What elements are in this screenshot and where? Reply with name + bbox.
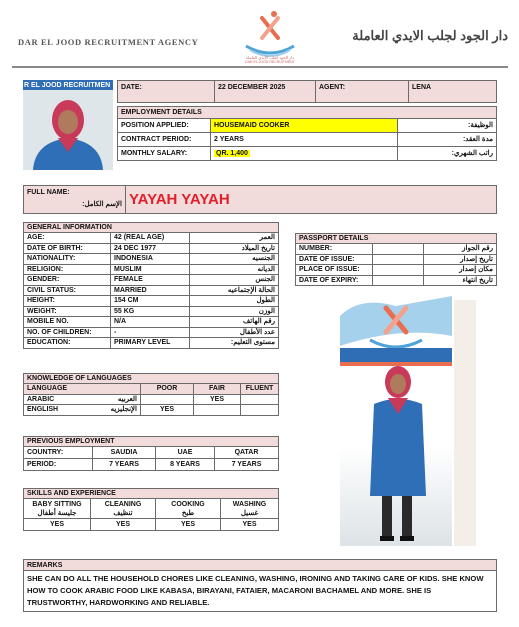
civil-status-value: MARRIED bbox=[111, 285, 190, 296]
photo-banner-text: R EL JOOD RECRUITMEN bbox=[24, 82, 111, 89]
employment-title: EMPLOYMENT DETAILS bbox=[118, 107, 497, 119]
position-label: POSITION APPLIED: bbox=[118, 119, 211, 133]
skill-babysitting-ar: جليسة أطفال bbox=[37, 509, 77, 517]
person-standing-icon bbox=[340, 296, 452, 546]
passport-title: PASSPORT DETAILS bbox=[296, 234, 497, 244]
religion-value: MUSLIM bbox=[111, 264, 190, 275]
salary-value bbox=[211, 147, 398, 161]
mobile-label: MOBILE NO. bbox=[24, 317, 111, 328]
children-label-ar: عدد الأطفال bbox=[190, 327, 279, 338]
date-agent-table bbox=[117, 80, 497, 103]
previous-employment-table bbox=[23, 436, 279, 471]
skill-cooking-ar: طبخ bbox=[181, 509, 195, 517]
fullbody-photo bbox=[340, 296, 452, 546]
skill-babysitting-en: BABY SITTING bbox=[32, 500, 82, 508]
fullname-table bbox=[23, 185, 497, 214]
expiry-date-label: DATE OF EXPIRY: bbox=[296, 275, 373, 286]
skill-washing-value: YES bbox=[221, 519, 279, 531]
children-label: NO. OF CHILDREN: bbox=[24, 327, 111, 338]
passport-number-label-ar: رقم الجواز bbox=[424, 244, 497, 255]
skill-washing-header bbox=[221, 499, 279, 519]
languages-table bbox=[23, 373, 279, 416]
lang-english bbox=[24, 405, 141, 416]
dob-value: 24 DEC 1977 bbox=[111, 243, 190, 254]
contract-value: 2 YEARS bbox=[211, 133, 398, 147]
passport-number-label: NUMBER: bbox=[296, 244, 373, 255]
lang-header-poor: POOR bbox=[141, 384, 194, 395]
header-divider bbox=[12, 66, 508, 68]
age-label-ar: العمر bbox=[190, 233, 279, 244]
country-1: SAUDIA bbox=[93, 447, 156, 459]
religion-label-ar: الديانه bbox=[190, 264, 279, 275]
employment-table bbox=[117, 106, 497, 161]
lang-arabic-en: ARABIC bbox=[27, 395, 55, 403]
logo-text-en: DAR EL JOOD RECRUITMENT bbox=[245, 60, 295, 64]
lang-header-fair: FAIR bbox=[194, 384, 241, 395]
period-label: PERIOD: bbox=[24, 459, 93, 471]
lang-english-fair bbox=[194, 405, 241, 416]
expiry-date-label-ar: تاريخ انتهاء bbox=[424, 275, 497, 286]
previous-employment-title: PREVIOUS EMPLOYMENT bbox=[24, 437, 279, 447]
skills-title: SKILLS AND EXPERIENCE bbox=[24, 489, 279, 499]
skill-washing-ar: غسيل bbox=[240, 509, 259, 517]
fullname-label-ar: الإسم الكامل: bbox=[82, 201, 122, 208]
lang-english-ar: الإنجليزيه bbox=[110, 406, 137, 414]
portrait-photo bbox=[23, 80, 113, 170]
height-value: 154 CM bbox=[111, 296, 190, 307]
lang-arabic-ar: العربيه bbox=[117, 395, 137, 403]
height-label-ar: الطول bbox=[190, 296, 279, 307]
issue-place-label: PLACE OF ISSUE: bbox=[296, 265, 373, 276]
skill-babysitting-value: YES bbox=[24, 519, 91, 531]
languages-title: KNOWLEDGE OF LANGUAGES bbox=[24, 374, 279, 384]
education-label: EDUCATION: bbox=[24, 338, 111, 349]
position-label-ar: الوظيفة: bbox=[398, 119, 497, 133]
skill-cleaning-en: CLEANING bbox=[104, 500, 142, 508]
agency-name-en: DAR EL JOOD RECRUITMENT AGENCY bbox=[18, 37, 199, 47]
country-2: UAE bbox=[156, 447, 215, 459]
date-value: 22 DECEMBER 2025 bbox=[215, 81, 316, 103]
weight-value: 55 KG bbox=[111, 306, 190, 317]
fullname-label-cell bbox=[24, 186, 126, 214]
lang-english-poor: YES bbox=[141, 405, 194, 416]
salary-label: MONTHLY SALARY: bbox=[118, 147, 211, 161]
skill-cleaning-value: YES bbox=[91, 519, 156, 531]
nationality-label-ar: الجنسيه bbox=[190, 254, 279, 265]
country-label: COUNTRY: bbox=[24, 447, 93, 459]
remarks-table bbox=[23, 559, 497, 612]
weight-label: WEIGHT: bbox=[24, 306, 111, 317]
gender-value: FEMALE bbox=[111, 275, 190, 286]
skill-cooking-header bbox=[156, 499, 221, 519]
passport-table bbox=[295, 233, 497, 286]
civil-status-label-ar: الحالة الإجتماعيه bbox=[190, 285, 279, 296]
skill-cooking-en: COOKING bbox=[171, 500, 205, 508]
remarks-text: SHE CAN DO ALL THE HOUSEHOLD CHORES LIKE CLEANING, WASHING, IRONING AND TAKING CARE OF KIDS. SHE KNOW HOW TO COOK ARABIC FOOD LIKE KABASA, BIRAYANI, FATAIER, MACARONI BACHAMEL AND MORE. SHE IS TRUSTWORTHY, HARDWORKING AND RELIABLE. bbox=[24, 571, 497, 612]
skill-babysitting-header bbox=[24, 499, 91, 519]
lang-arabic-poor bbox=[141, 394, 194, 405]
age-label: AGE: bbox=[24, 233, 111, 244]
education-value: PRIMARY LEVEL bbox=[111, 338, 190, 349]
nationality-label: NATIONALITY: bbox=[24, 254, 111, 265]
agency-logo bbox=[238, 8, 302, 64]
weight-label-ar: الوزن bbox=[190, 306, 279, 317]
nationality-value: INDONESIA bbox=[111, 254, 190, 265]
issue-date-label-ar: تاريخ إصدار bbox=[424, 254, 497, 265]
expiry-date-value bbox=[373, 275, 424, 286]
gender-label-ar: الجنس bbox=[190, 275, 279, 286]
general-info-title: GENERAL INFORMATION bbox=[24, 223, 279, 233]
general-info-table bbox=[23, 222, 279, 349]
lang-arabic-fair: YES bbox=[194, 394, 241, 405]
side-decor bbox=[454, 300, 476, 546]
fullname-label: FULL NAME: bbox=[27, 189, 70, 196]
skills-table bbox=[23, 488, 279, 531]
period-1: 7 YEARS bbox=[93, 459, 156, 471]
skill-cleaning-header bbox=[91, 499, 156, 519]
contract-label-ar: مدة العقد: bbox=[398, 133, 497, 147]
height-label: HEIGHT: bbox=[24, 296, 111, 307]
salary-label-ar: راتب الشهري: bbox=[398, 147, 497, 161]
gender-label: GENDER: bbox=[24, 275, 111, 286]
fullname-value: YAYAH YAYAH bbox=[126, 186, 497, 214]
position-value: HOUSEMAID COOKER bbox=[211, 119, 398, 133]
lang-arabic-fluent bbox=[241, 394, 279, 405]
agent-label: AGENT: bbox=[316, 81, 409, 103]
children-value: - bbox=[111, 327, 190, 338]
salary-value-text: QR. 1,400 bbox=[216, 150, 248, 157]
lang-header-language: LANGUAGE bbox=[24, 384, 141, 395]
issue-place-label-ar: مكان إصدار bbox=[424, 265, 497, 276]
issue-date-label: DATE OF ISSUE: bbox=[296, 254, 373, 265]
mobile-label-ar: رقم الهاتف bbox=[190, 317, 279, 328]
period-2: 8 YEARS bbox=[156, 459, 215, 471]
person-figure-icon bbox=[23, 80, 113, 170]
mobile-value: N/A bbox=[111, 317, 190, 328]
skill-washing-en: WASHING bbox=[232, 500, 267, 508]
civil-status-label: CIVIL STATUS: bbox=[24, 285, 111, 296]
issue-place-value bbox=[373, 265, 424, 276]
passport-number-value bbox=[373, 244, 424, 255]
lang-english-en: ENGLISH bbox=[27, 406, 59, 414]
skill-cooking-value: YES bbox=[156, 519, 221, 531]
period-3: 7 YEARS bbox=[215, 459, 279, 471]
country-3: QATAR bbox=[215, 447, 279, 459]
lang-header-fluent: FLUENT bbox=[241, 384, 279, 395]
date-label: DATE: bbox=[118, 81, 215, 103]
age-value: 42 (REAL AGE) bbox=[111, 233, 190, 244]
dob-label: DATE OF BIRTH: bbox=[24, 243, 111, 254]
religion-label: RELIGION: bbox=[24, 264, 111, 275]
skill-cleaning-ar: تنظيف bbox=[113, 509, 133, 517]
lang-arabic bbox=[24, 394, 141, 405]
contract-label: CONTRACT PERIOD: bbox=[118, 133, 211, 147]
agent-value: LENA bbox=[409, 81, 497, 103]
lang-english-fluent bbox=[241, 405, 279, 416]
issue-date-value bbox=[373, 254, 424, 265]
remarks-title: REMARKS bbox=[24, 560, 497, 571]
dob-label-ar: تاريخ الميلاد bbox=[190, 243, 279, 254]
education-label-ar: مستوى التعليم: bbox=[190, 338, 279, 349]
logo-text-ar: دار الجود لجلب الأيدي العاملة bbox=[246, 55, 294, 60]
agency-name-ar: دار الجود لجلب الايدي العاملة bbox=[352, 28, 508, 43]
